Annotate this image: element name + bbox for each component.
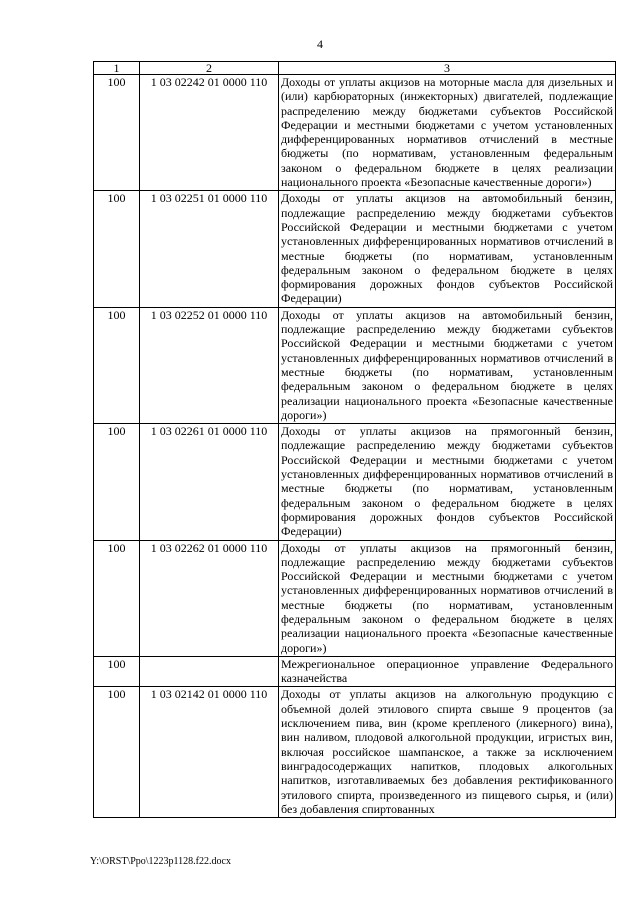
description-cell: Доходы от уплаты акцизов на алкогольную продукцию с объемной долей этилового спирта свыше 9 процентов (за исключением пива, вин (кроме крепленого (ликерного) вина), вин наливом, плодовой алкогольной продукции, игристых вин, включая российское шампанское, а также за исключением винградосодержащих напитков, плодовых алкогольных напитков, изготавливаемых без добавления ректификованного этилового спирта, произведенного из пищевого сырья, и (или) без добавления спиртованных bbox=[279, 687, 616, 818]
table-row bbox=[94, 687, 616, 818]
admin-code-cell: 100 bbox=[94, 424, 140, 540]
kbk-code-cell: 1 03 02242 01 0000 110 bbox=[140, 75, 279, 191]
admin-code-cell: 100 bbox=[94, 656, 140, 687]
kbk-code-cell: 1 03 02251 01 0000 110 bbox=[140, 191, 279, 307]
header-cell-3: 3 bbox=[279, 62, 616, 75]
admin-code-cell: 100 bbox=[94, 75, 140, 191]
table-row bbox=[94, 191, 616, 307]
table-row bbox=[94, 424, 616, 540]
header-cell-1: 1 bbox=[94, 62, 140, 75]
table-row bbox=[94, 656, 616, 687]
kbk-code-cell: 1 03 02252 01 0000 110 bbox=[140, 307, 279, 423]
kbk-code-cell: 1 03 02142 01 0000 110 bbox=[140, 687, 279, 818]
kbk-code-cell: 1 03 02261 01 0000 110 bbox=[140, 424, 279, 540]
kbk-code-cell bbox=[140, 656, 279, 687]
admin-code-cell: 100 bbox=[94, 687, 140, 818]
revenue-table bbox=[93, 61, 616, 818]
description-cell: Доходы от уплаты акцизов на автомобильный бензин, подлежащие распределению между бюджетами субъектов Российской Федерации и местными бюджетами с учетом установленных дифференцированных нормативов отчислений в местные бюджеты (по нормативам, установленным федеральным законом о федеральном бюджете в целях формирования дорожных фондов субъектов Российской Федерации) bbox=[279, 191, 616, 307]
kbk-code-cell: 1 03 02262 01 0000 110 bbox=[140, 540, 279, 656]
description-cell: Доходы от уплаты акцизов на прямогонный бензин, подлежащие распределению между бюджетами субъектов Российской Федерации и местными бюджетами с учетом установленных дифференцированных нормативов отчислений в местные бюджеты (по нормативам, установленным федеральным законом о федеральном бюджете в целях реализации национального проекта «Безопасные качественные дороги») bbox=[279, 540, 616, 656]
table-row bbox=[94, 540, 616, 656]
description-cell: Доходы от уплаты акцизов на моторные масла для дизельных и (или) карбюраторных (инжекторных) двигателей, подлежащие распределению между бюджетами субъектов Российской Федерации и местными бюджетами с учетом установленных дифференцированных нормативов отчислений в местные бюджеты (по нормативам, установленным федеральным законом о федеральном бюджете в целях реализации национального проекта «Безопасные качественные дороги») bbox=[279, 75, 616, 191]
table-header-row bbox=[94, 62, 616, 75]
header-cell-2: 2 bbox=[140, 62, 279, 75]
table-row bbox=[94, 307, 616, 423]
admin-code-cell: 100 bbox=[94, 540, 140, 656]
file-path-footer: Y:\ORST\Ppo\1223p1128.f22.docx bbox=[90, 856, 231, 867]
admin-code-cell: 100 bbox=[94, 191, 140, 307]
description-cell: Доходы от уплаты акцизов на прямогонный бензин, подлежащие распределению между бюджетами субъектов Российской Федерации и местными бюджетами с учетом установленных дифференцированных нормативов отчислений в местные бюджеты (по нормативам, установленным федеральным законом о федеральном бюджете в целях формирования дорожных фондов субъектов Российской Федерации) bbox=[279, 424, 616, 540]
description-cell: Межрегиональное операционное управление Федерального казначейства bbox=[279, 656, 616, 687]
admin-code-cell: 100 bbox=[94, 307, 140, 423]
description-cell: Доходы от уплаты акцизов на автомобильный бензин, подлежащие распределению между бюджетами субъектов Российской Федерации и местными бюджетами с учетом установленных дифференцированных нормативов отчислений в местные бюджеты (по нормативам, установленным федеральным законом о федеральном бюджете в целях реализации национального проекта «Безопасные качественные дороги») bbox=[279, 307, 616, 423]
page-number: 4 bbox=[317, 37, 323, 51]
table-row bbox=[94, 75, 616, 191]
